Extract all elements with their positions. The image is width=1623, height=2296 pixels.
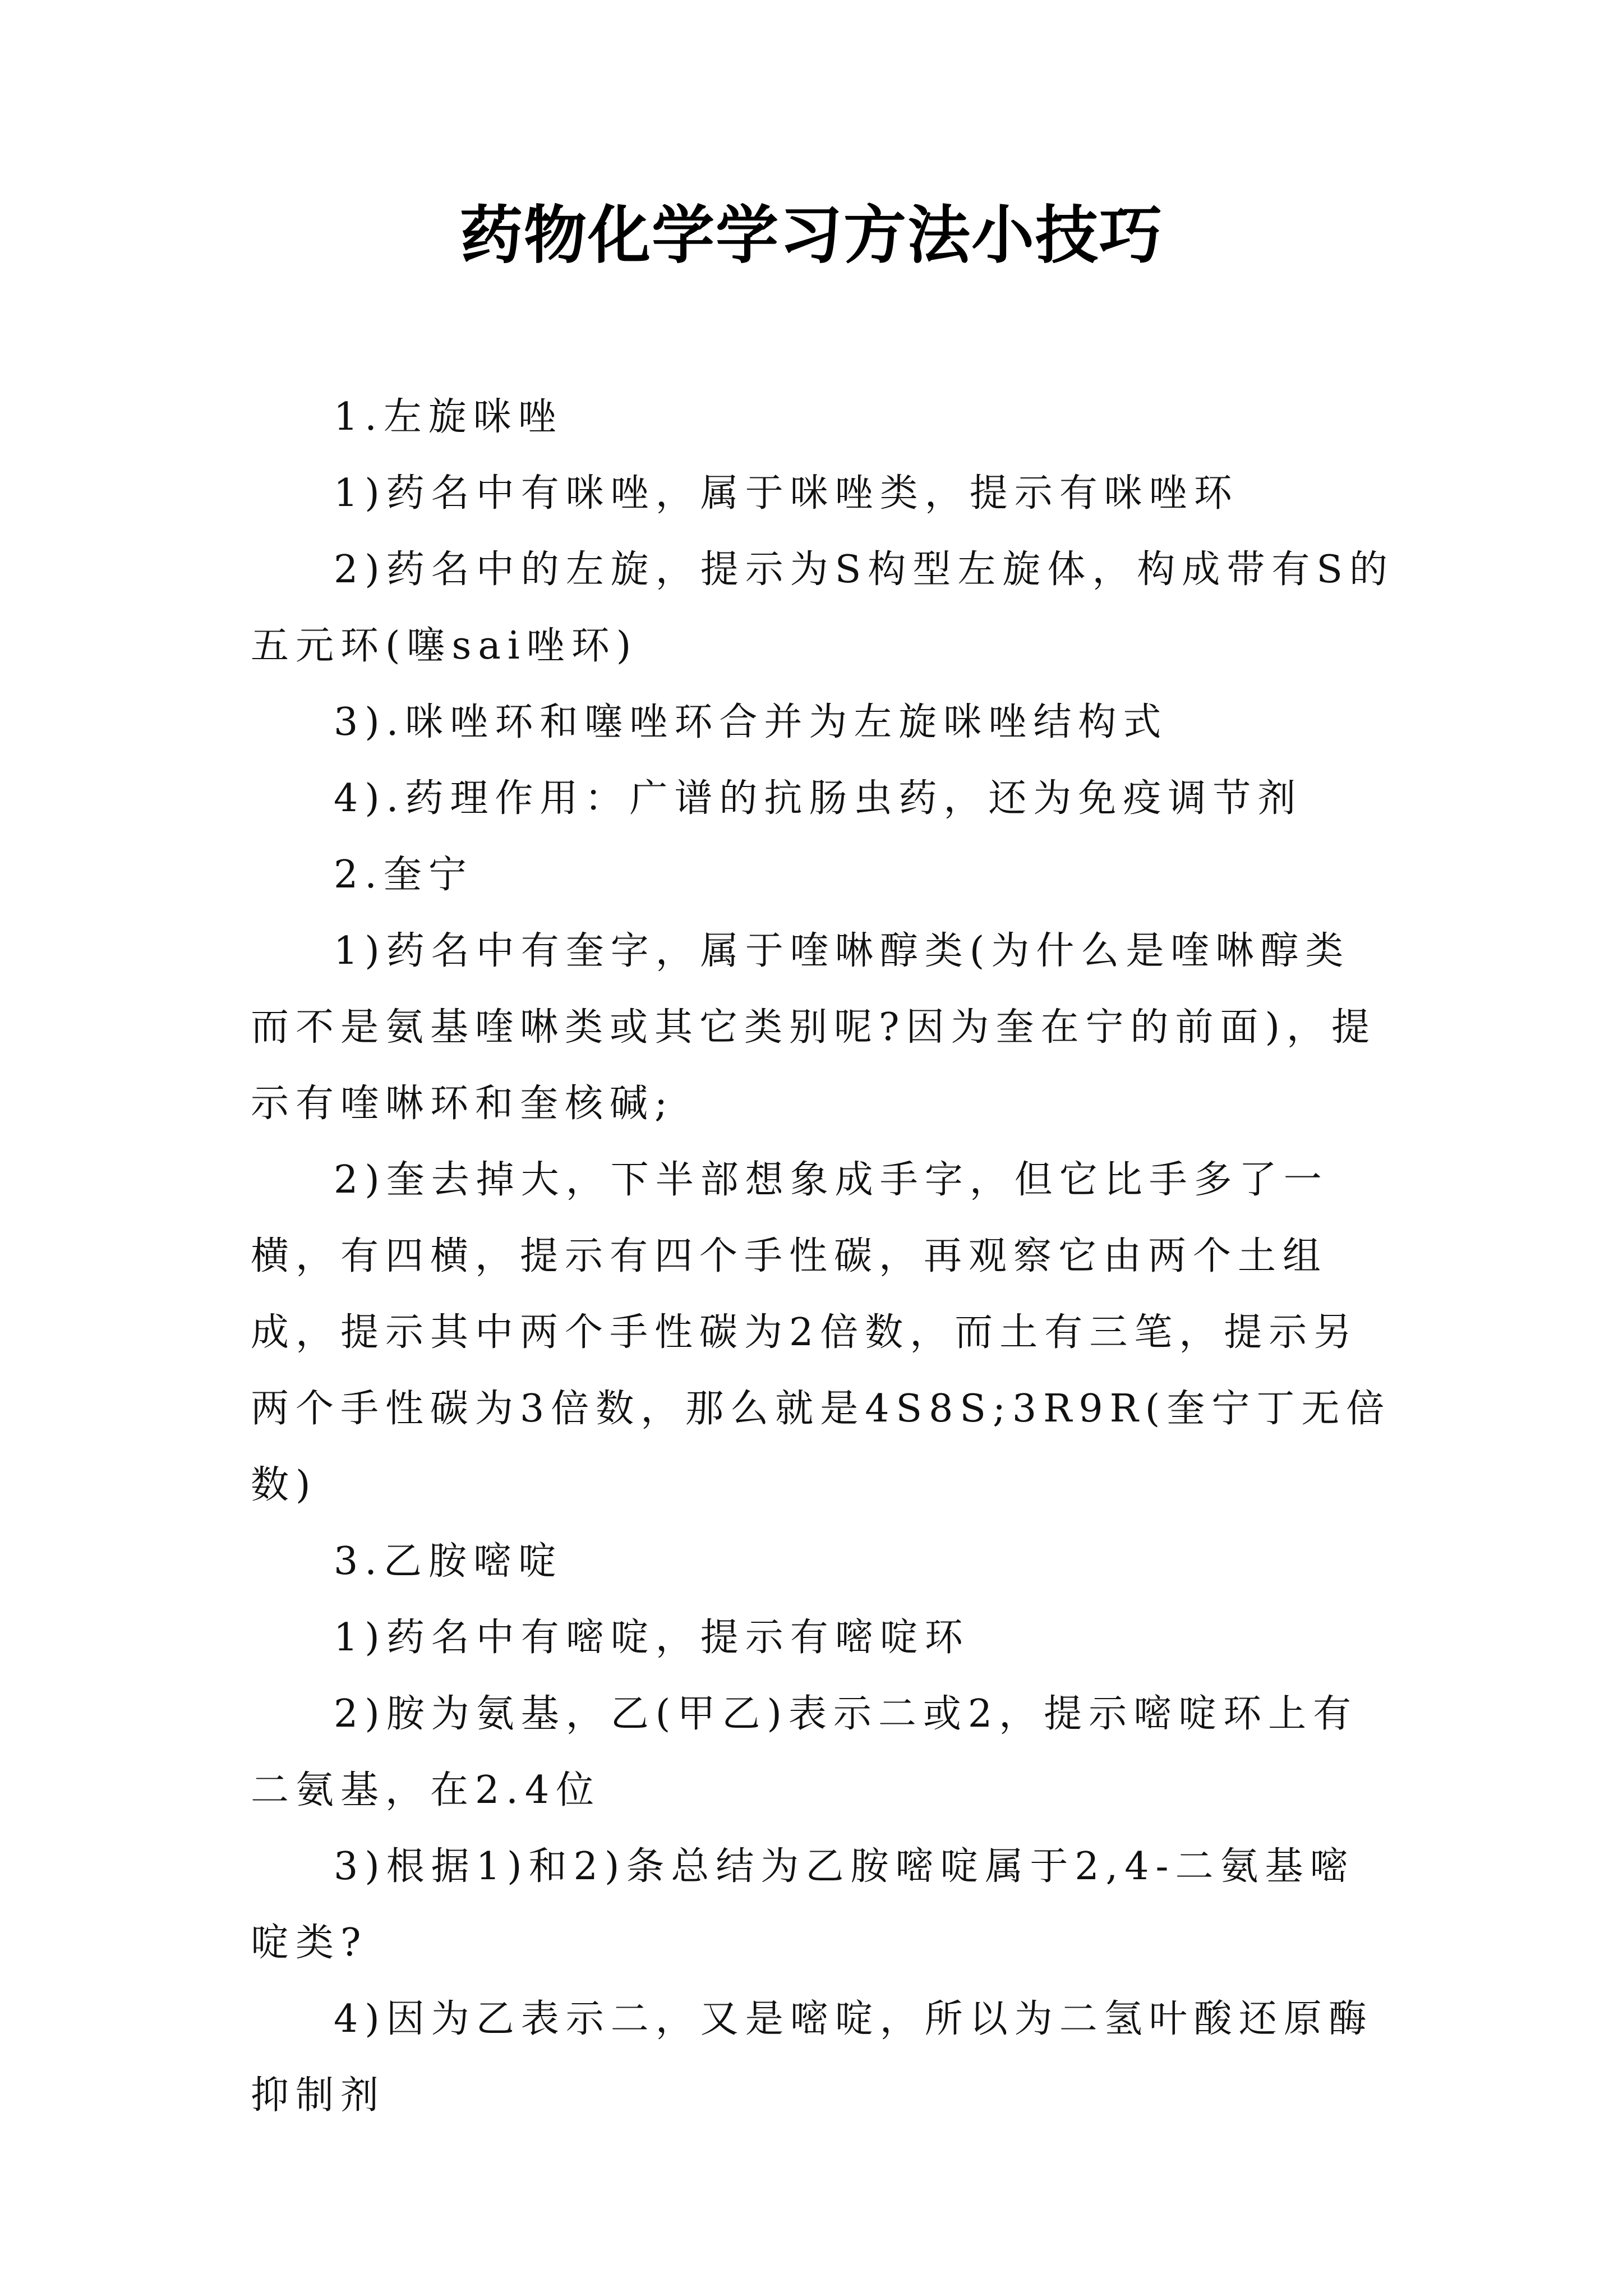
paragraph: 2.奎宁 (334, 853, 473, 897)
paragraph: 2)奎去掉大，下半部想象成手字，但它比手多了一横，有四横，提示有四个手性碳，再观察它由两个土组成，提示其中两个手性碳为2倍数，而土有三笔，提示另两个手性碳为3倍数，那么就是4S8S;3R9R(奎宁丁无倍数) (251, 1158, 1391, 1507)
paragraph: 3.乙胺嘧啶 (334, 1539, 563, 1584)
paragraph: 1)药名中有嘧啶，提示有嘧啶环 (334, 1616, 970, 1660)
paragraph: 4)因为乙表示二，又是嘧啶，所以为二氢叶酸还原酶抑制剂 (251, 1997, 1373, 2118)
paragraph: 1)药名中有奎字，属于喹啉醇类(为什么是喹啉醇类而不是氨基喹啉类或其它类别呢?因为奎在宁的前面)，提示有喹啉环和奎核碱; (251, 929, 1376, 1126)
paragraph: 1.左旋咪唑 (334, 395, 563, 439)
paragraph: 2)药名中的左旋，提示为S构型左旋体，构成带有S的五元环(噻sai唑环) (251, 547, 1394, 668)
paragraph: 3).咪唑环和噻唑环合并为左旋咪唑结构式 (334, 700, 1168, 744)
paragraph: 3)根据1)和2)条总结为乙胺嘧啶属于2,4-二氨基嘧啶类? (251, 1844, 1355, 1965)
document-body (251, 379, 1395, 2134)
paragraph: 4).药理作用：广谱的抗肠虫药，还为免疫调节剂 (334, 776, 1303, 821)
paragraph: 2)胺为氨基，乙(甲乙)表示二或2，提示嘧啶环上有二氨基，在2.4位 (251, 1692, 1358, 1812)
document-title: 药物化学学习方法小技巧 (460, 199, 1163, 272)
paragraph: 1)药名中有咪唑，属于咪唑类，提示有咪唑环 (334, 471, 1239, 516)
